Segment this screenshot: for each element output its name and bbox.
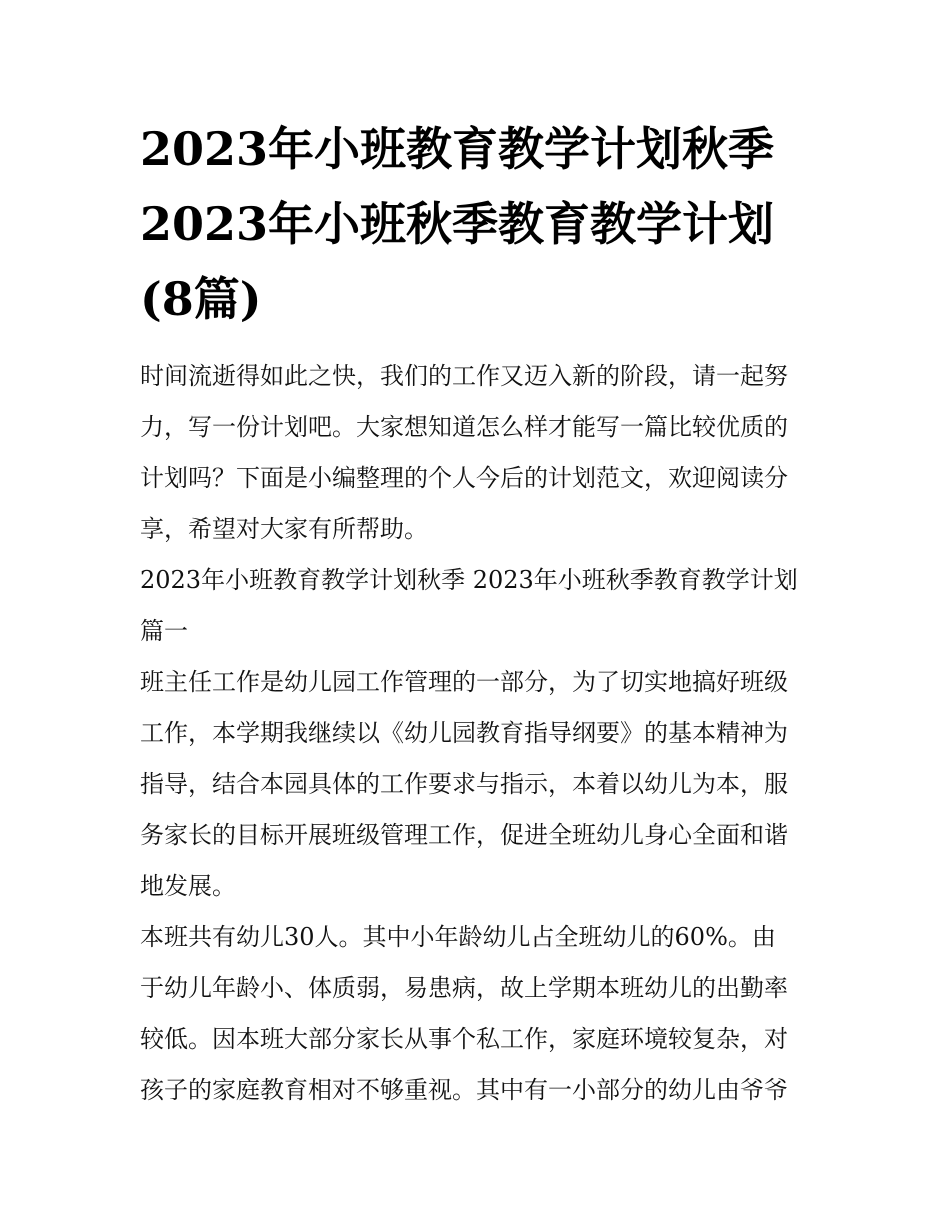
intro-paragraph (140, 351, 812, 555)
text-line: 计划吗？下面是小编整理的个人今后的计划范文，欢迎阅读分 (140, 464, 788, 492)
title-line: 2023年小班教育教学计划秋季 (140, 122, 775, 176)
text-line: 务家长的目标开展班级管理工作，促进全班幼儿身心全面和谐 (140, 821, 788, 849)
document-page (140, 112, 812, 1116)
document-body (140, 351, 812, 1116)
text-line: 本班共有幼儿30人。其中小年龄幼儿占全班幼儿的60%。由 (140, 923, 776, 951)
title-line: (8篇) (140, 272, 262, 326)
body-paragraph (140, 657, 812, 912)
text-line: 篇一 (140, 617, 188, 645)
text-line: 工作，本学期我继续以《幼儿园教育指导纲要》的基本精神为 (140, 719, 788, 747)
document-title (140, 112, 812, 337)
section-heading (140, 555, 812, 657)
text-line: 力，写一份计划吧。大家想知道怎么样才能写一篇比较优质的 (140, 413, 788, 441)
text-line: 较低。因本班大部分家长从事个私工作，家庭环境较复杂，对 (140, 1025, 788, 1053)
text-line: 2023年小班教育教学计划秋季 2023年小班秋季教育教学计划 (140, 566, 798, 594)
text-line: 孩子的家庭教育相对不够重视。其中有一小部分的幼儿由爷爷 (140, 1076, 788, 1104)
text-line: 地发展。 (140, 872, 236, 900)
text-line: 于幼儿年龄小、体质弱，易患病，故上学期本班幼儿的出勤率 (140, 974, 788, 1002)
text-line: 享，希望对大家有所帮助。 (140, 515, 428, 543)
title-line: 2023年小班秋季教育教学计划 (140, 197, 775, 251)
text-line: 指导，结合本园具体的工作要求与指示，本着以幼儿为本，服 (140, 770, 788, 798)
text-line: 班主任工作是幼儿园工作管理的一部分，为了切实地搞好班级 (140, 668, 788, 696)
body-paragraph (140, 912, 812, 1116)
text-line: 时间流逝得如此之快，我们的工作又迈入新的阶段，请一起努 (140, 362, 788, 390)
